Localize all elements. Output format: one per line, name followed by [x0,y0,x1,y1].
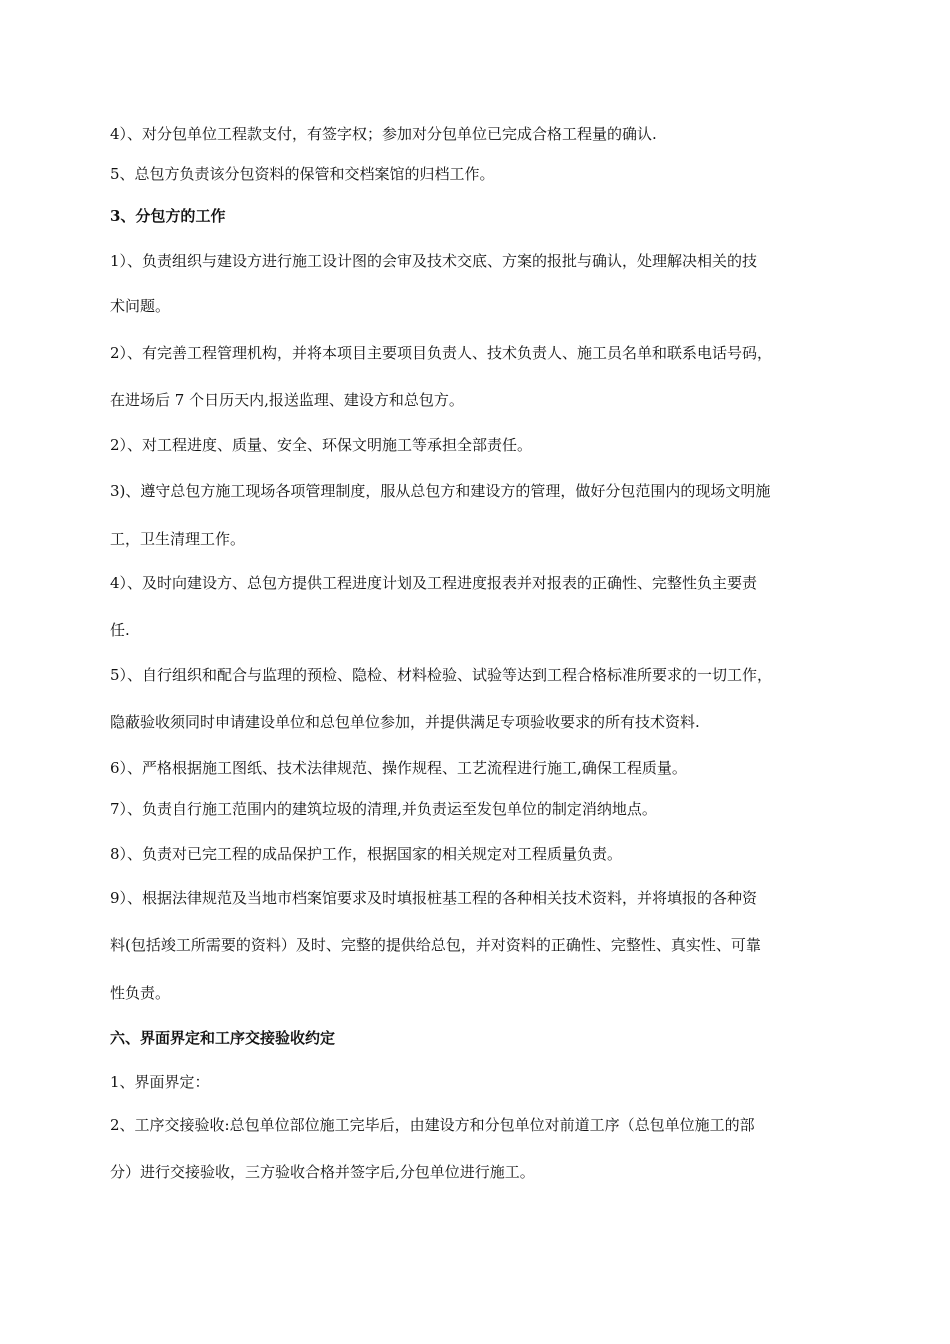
paragraph-line: 隐蔽验收须同时申请建设单位和总包单位参加，并提供满足专项验收要求的所有技术资料. [110,713,700,731]
paragraph-line: 1）、负责组织与建设方进行施工设计图的会审及技术交底、方案的报批与确认，处理解决相关的技 [110,252,758,270]
paragraph-line: 5、总包方负责该分包资料的保管和交档案馆的归档工作。 [110,165,495,183]
paragraph-line: 术问题。 [110,297,171,315]
paragraph-line: 4）、及时向建设方、总包方提供工程进度计划及工程进度报表并对报表的正确性、完整性负主要责 [110,574,758,592]
paragraph-line: 工，卫生清理工作。 [110,530,246,548]
paragraph-line: 2）、对工程进度、质量、安全、环保文明施工等承担全部责任。 [110,436,533,454]
paragraph-line: 料(包括竣工所需要的资料）及时、完整的提供给总包，并对资料的正确性、完整性、真实性、可靠 [110,936,761,954]
paragraph-line: 1、界面界定： [110,1073,210,1091]
paragraph-line: 4）、对分包单位工程款支付，有签字权；参加对分包单位已完成合格工程量的确认. [110,125,657,143]
paragraph-line: 2、工序交接验收:总包单位部位施工完毕后，由建设方和分包单位对前道工序（总包单位施工的部 [110,1116,755,1134]
paragraph-line: 7）、负责自行施工范围内的建筑垃圾的清理,并负责运至发包单位的制定消纳地点。 [110,800,657,818]
paragraph-line: 9）、根据法律规范及当地市档案馆要求及时填报桩基工程的各种相关技术资料，并将填报的各种资 [110,889,758,907]
paragraph-line: 8）、负责对已完工程的成品保护工作，根据国家的相关规定对工程质量负责。 [110,845,623,863]
paragraph-line: 性负责。 [110,984,171,1002]
paragraph-line: 3)、遵守总包方施工现场各项管理制度，服从总包方和建设方的管理，做好分包范围内的现场文明施 [110,482,771,500]
section-heading: 3、分包方的工作 [110,207,226,225]
section-heading: 六、界面界定和工序交接验收约定 [110,1029,336,1047]
paragraph-line: 5）、自行组织和配合与监理的预检、隐检、材料检验、试验等达到工程合格标准所要求的一切工作， [110,666,773,684]
paragraph-line: 2）、有完善工程管理机构，并将本项目主要项目负责人、技术负责人、施工员名单和联系电话号码， [110,344,773,362]
paragraph-line: 任. [110,621,130,639]
paragraph-line: 6）、严格根据施工图纸、技术法律规范、操作规程、工艺流程进行施工,确保工程质量。 [110,759,687,777]
paragraph-line: 分）进行交接验收，三方验收合格并签字后,分包单位进行施工。 [110,1163,535,1181]
paragraph-line: 在进场后 7 个日历天内,报送监理、建设方和总包方。 [110,391,464,409]
